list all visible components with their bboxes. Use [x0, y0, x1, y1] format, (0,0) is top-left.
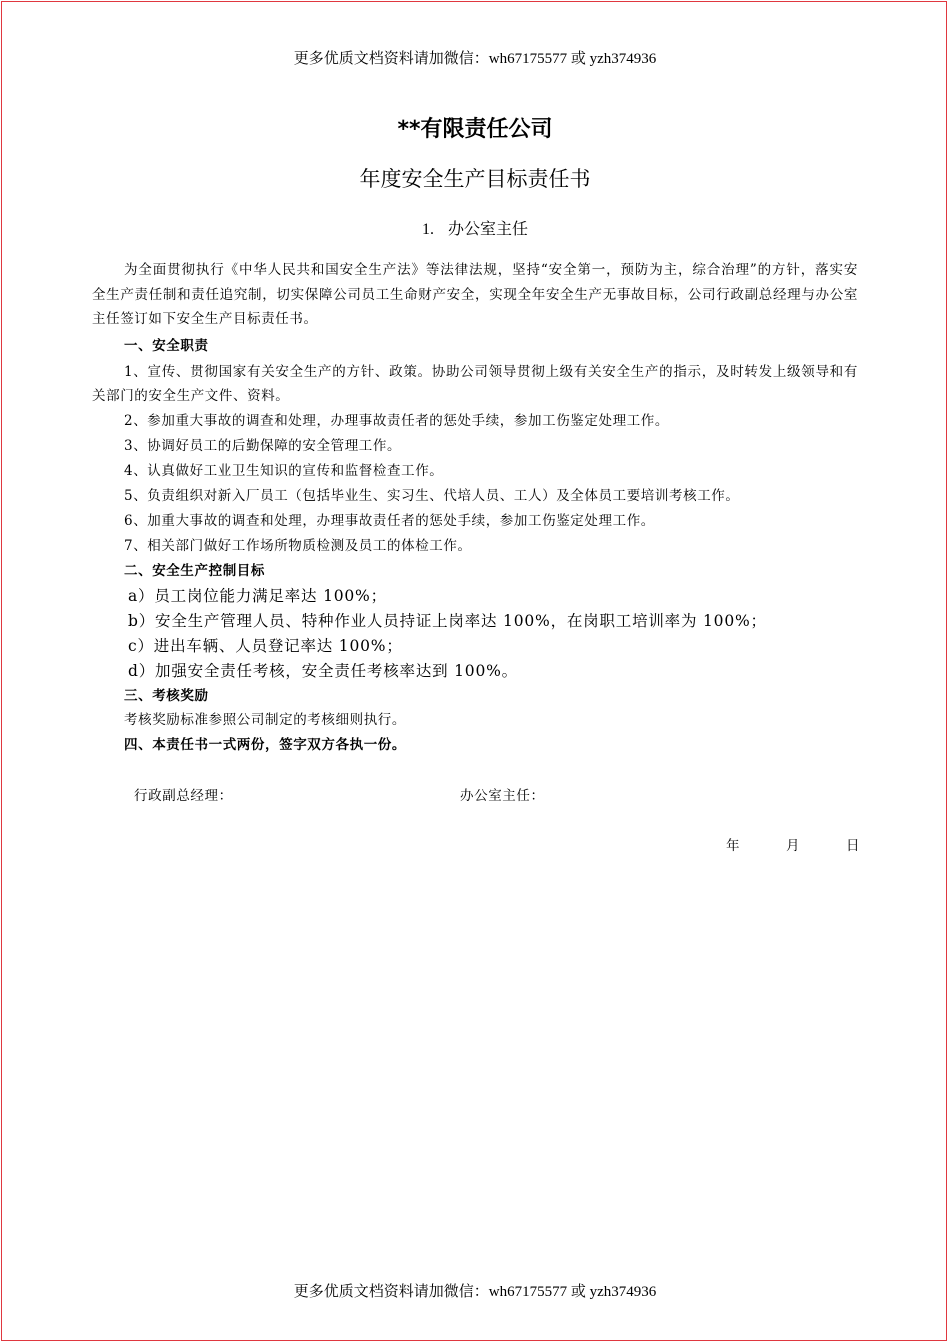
section2-heading: 二、安全生产控制目标 — [124, 563, 265, 579]
section4-heading: 四、本责任书一式两份，签字双方各执一份。 — [124, 737, 406, 753]
section-subtitle — [0, 216, 950, 239]
signature-right-label: 办公室主任： — [460, 788, 545, 804]
target-item-d: d）加强安全责任考核，安全责任考核率达到 100%。 — [128, 662, 518, 680]
company-name: **有限责任公司 — [397, 117, 553, 142]
date-line — [726, 834, 860, 854]
target-item-a: a）员工岗位能力满足率达 100%； — [128, 587, 387, 605]
duty-item-3: 3、协调好员工的后勤保障的安全管理工作。 — [124, 438, 402, 454]
header-note: 更多优质文档资料请加微信：wh67175577 或 yzh374936 — [293, 51, 657, 67]
date-year: 年 — [726, 838, 740, 854]
subtitle-text: 办公室主任 — [447, 219, 528, 238]
duty-item-1: 1、宣传、贯彻国家有关安全生产的方针、政策。协助公司领导贯彻上级有关安全生产的指示，及时转发上级领导和有关部门的安全生产文件、资料。 — [92, 364, 858, 404]
section3-heading: 三、考核奖励 — [124, 688, 209, 704]
duty-item-6: 6、加重大事故的调查和处理，办理事故责任者的惩处手续，参加工伤鉴定处理工作。 — [124, 513, 655, 529]
footer-note: 更多优质文档资料请加微信：wh67175577 或 yzh374936 — [293, 1284, 657, 1300]
date-month: 月 — [786, 838, 800, 854]
section1-heading: 一、安全职责 — [124, 338, 209, 354]
date-day: 日 — [846, 838, 860, 854]
signature-left-label: 行政副总经理： — [134, 788, 233, 804]
duty-item-7: 7、相关部门做好工作场所物质检测及员工的体检工作。 — [124, 538, 472, 554]
intro-paragraph: 为全面贯彻执行《中华人民共和国安全生产法》等法律法规，坚持“安全第一，预防为主，综合治理”的方针，落实安全生产责任制和责任追究制，切实保障公司员工生命财产安全，实现全年安全生产无事故目标，公司行政副总经理与办公室主任签订如下安全生产目标责任书。 — [92, 262, 858, 327]
duty-item-2: 2、参加重大事故的调查和处理，办理事故责任者的惩处手续，参加工伤鉴定处理工作。 — [124, 413, 669, 429]
subtitle-number: 1. — [421, 221, 434, 238]
duty-item-5: 5、负责组织对新入厂员工（包括毕业生、实习生、代培人员、工人）及全体员工要培训考核工作。 — [124, 488, 740, 504]
section3-text: 考核奖励标准参照公司制定的考核细则执行。 — [124, 712, 406, 728]
document-title: 年度安全生产目标责任书 — [359, 167, 591, 191]
target-item-c: c）进出车辆、人员登记率达 100%； — [128, 637, 403, 655]
target-item-b: b）安全生产管理人员、特种作业人员持证上岗率达 100%，在岗职工培训率为 100%； — [128, 612, 767, 630]
duty-item-4: 4、认真做好工业卫生知识的宣传和监督检查工作。 — [124, 463, 444, 479]
